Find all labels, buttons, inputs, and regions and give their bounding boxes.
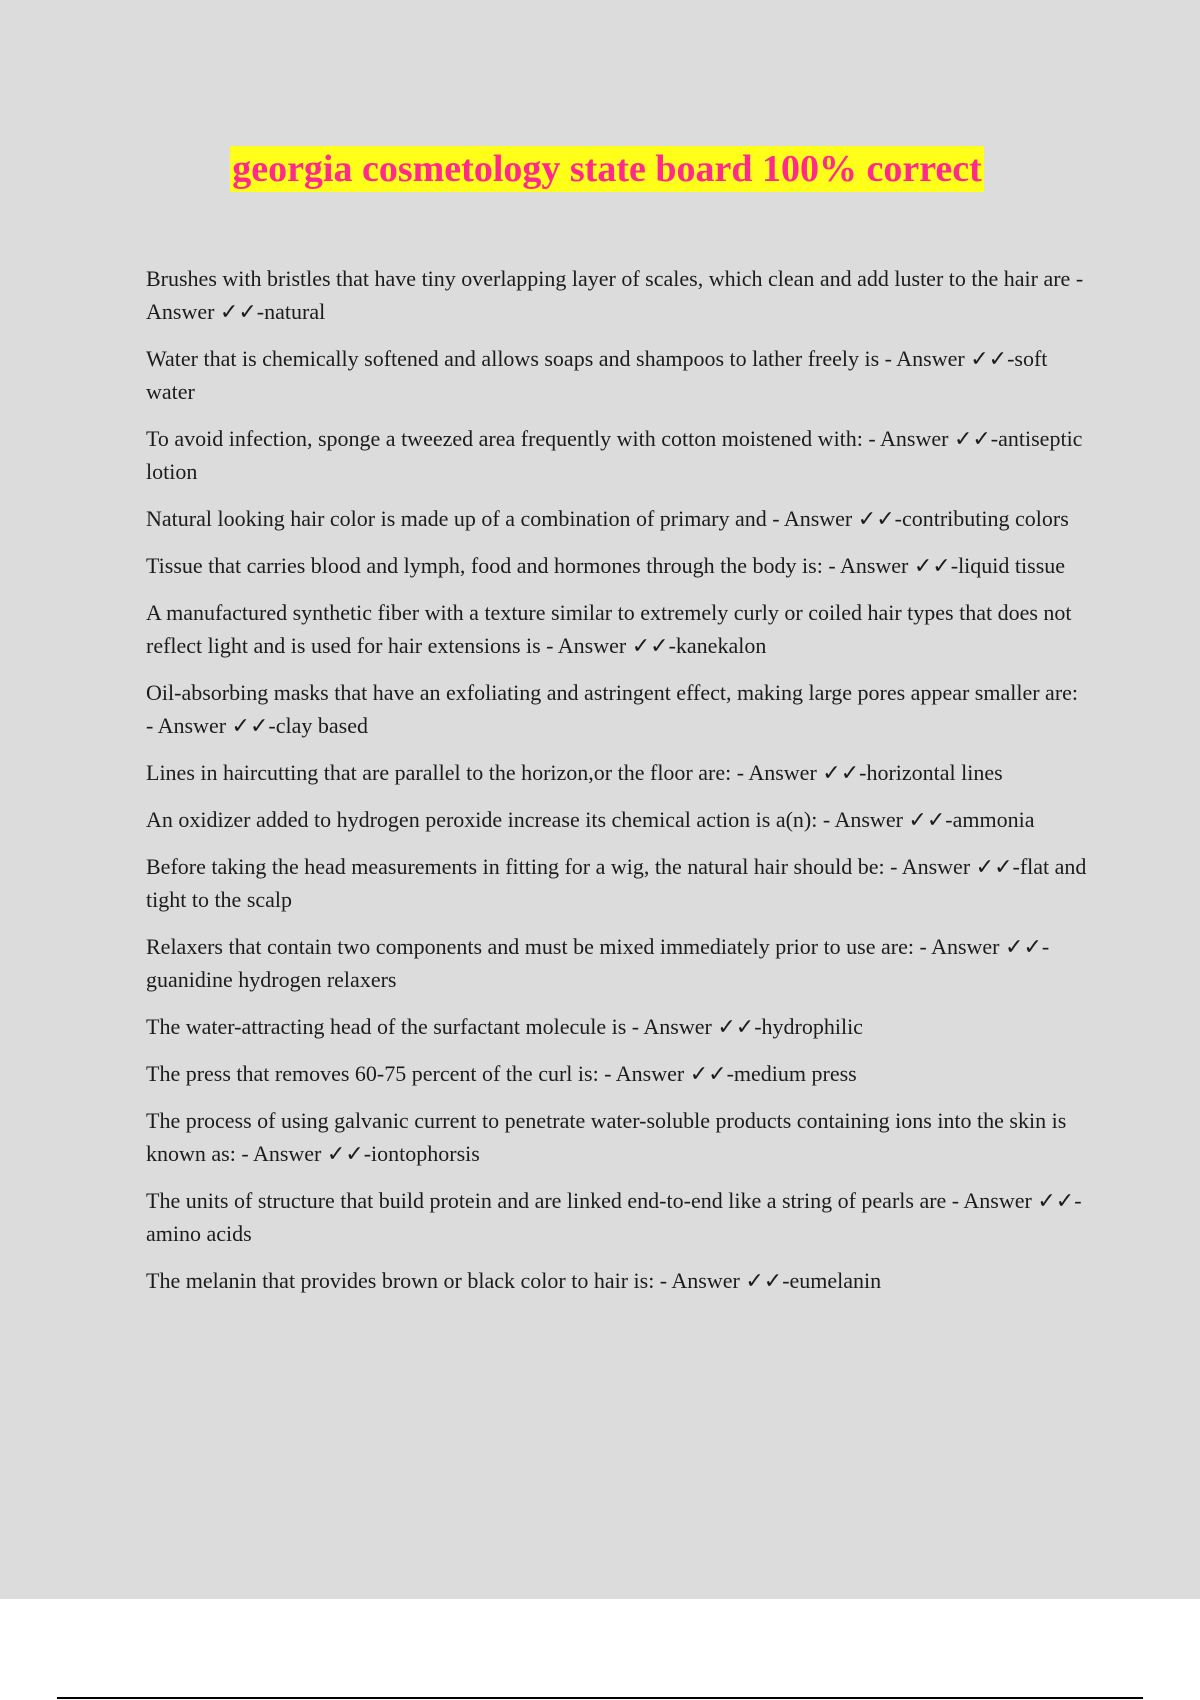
qa-item: Water that is chemically softened and allows soaps and shampoos to lather freely is - Answer ✓✓-soft water bbox=[146, 346, 1048, 404]
document-title: georgia cosmetology state board 100% correct bbox=[232, 148, 982, 190]
footer-divider bbox=[57, 1697, 1143, 1699]
qa-list bbox=[146, 262, 1090, 1311]
qa-item: The melanin that provides brown or black color to hair is: - Answer ✓✓-eumelanin bbox=[146, 1268, 882, 1293]
qa-item: The units of structure that build protein and are linked end-to-end like a string of pearls are - Answer ✓✓-amino acids bbox=[146, 1188, 1082, 1246]
qa-item: The water-attracting head of the surfactant molecule is - Answer ✓✓-hydrophilic bbox=[146, 1014, 863, 1039]
qa-item: An oxidizer added to hydrogen peroxide increase its chemical action is a(n): - Answer ✓✓-ammonia bbox=[146, 807, 1035, 832]
qa-item: The press that removes 60-75 percent of the curl is: - Answer ✓✓-medium press bbox=[146, 1061, 857, 1086]
qa-item: A manufactured synthetic fiber with a texture similar to extremely curly or coiled hair types that does not reflect light and is used for hair extensions is - Answer ✓✓-kanekalon bbox=[146, 600, 1072, 658]
qa-item: Natural looking hair color is made up of a combination of primary and - Answer ✓✓-contributing colors bbox=[146, 506, 1069, 531]
qa-item: To avoid infection, sponge a tweezed area frequently with cotton moistened with: - Answer ✓✓-antiseptic lotion bbox=[146, 426, 1083, 484]
qa-item: Relaxers that contain two components and must be mixed immediately prior to use are: - Answer ✓✓-guanidine hydrogen relaxers bbox=[146, 934, 1050, 992]
title-wrapper bbox=[0, 146, 1200, 192]
qa-item: The process of using galvanic current to penetrate water-soluble products containing ions into the skin is known as: - Answer ✓✓-iontophorsis bbox=[146, 1108, 1067, 1166]
qa-item: Oil-absorbing masks that have an exfoliating and astringent effect, making large pores appear smaller are: - Answer ✓✓-clay based bbox=[146, 680, 1079, 738]
qa-item: Lines in haircutting that are parallel to the horizon,or the floor are: - Answer ✓✓-horizontal lines bbox=[146, 760, 1003, 785]
qa-item: Brushes with bristles that have tiny overlapping layer of scales, which clean and add luster to the hair are - Answer ✓✓-natural bbox=[146, 266, 1084, 324]
qa-item: Tissue that carries blood and lymph, food and hormones through the body is: - Answer ✓✓-liquid tissue bbox=[146, 553, 1066, 578]
qa-item: Before taking the head measurements in fitting for a wig, the natural hair should be: - Answer ✓✓-flat and tight to the scalp bbox=[146, 854, 1087, 912]
